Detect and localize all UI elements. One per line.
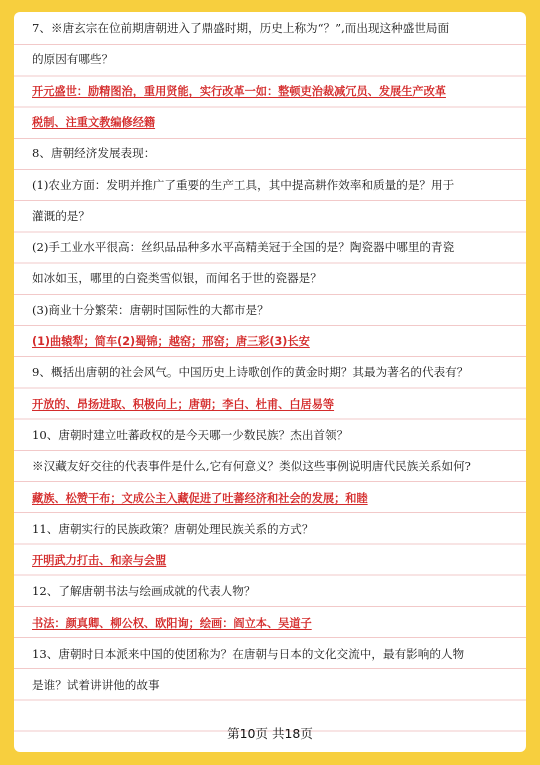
answer-text: (1)曲辕犁；简车(2)蜀锦；越窑；邢窑；唐三彩(3)长安	[32, 335, 310, 348]
answer-line	[32, 389, 514, 420]
answer-line	[32, 326, 514, 357]
answer-line	[32, 483, 514, 514]
answer-line	[32, 608, 514, 639]
answer-text: 税制、注重文教编修经籍	[32, 115, 156, 129]
answer-text: 藏族、松赞干布；文成公主入藏促进了吐蕃经济和社会的发展；和睦	[32, 491, 368, 505]
question-line: 13、唐朝时日本派来中国的使团称为？在唐朝与日本的文化交流中，最有影响的人物	[32, 647, 465, 661]
answer-text: 开放的、昂扬进取、积极向上；唐朝；李白、杜甫、白居易等	[32, 397, 335, 411]
answer-line	[32, 545, 514, 576]
answer-text: 书法：颜真卿、柳公权、欧阳询；绘画：阎立本、吴道子	[32, 616, 312, 630]
question-line: 是谁？试着讲讲他的故事	[32, 678, 160, 693]
page-number: 第10页 共18页	[227, 726, 313, 741]
question-line: ※汉藏友好交往的代表事件是什么,它有何意义？类似这些事例说明唐代民族关系如何?	[32, 459, 471, 474]
answer-text: 开元盛世：励精图治，重用贤能，实行改革一如：整顿吏治裁减冗员、发展生产改革	[32, 84, 446, 98]
question-line: (2)手工业水平很高：丝织品品种多水平高精美冠于全国的是？陶瓷器中哪里的青瓷	[32, 240, 455, 255]
question-line: (3)商业十分繁荣：唐朝时国际性的大都市是？	[32, 302, 269, 317]
answer-text: 开明武力打击、和亲与会盟	[32, 554, 167, 568]
question-line: (1)农业方面：发明并推广了重要的生产工具，其中提高耕作效率和质量的是？用于	[32, 177, 455, 192]
question-line: 7、※唐玄宗在位前期唐朝进入了鼎盛时期，历史上称为“？”,而出现这种盛世局面	[32, 21, 450, 35]
question-line: 如冰如玉，哪里的白瓷类雪似银，而闻名于世的瓷器是？	[32, 271, 322, 286]
question-line: 11、唐朝实行的民族政策？唐朝处理民族关系的方式？	[32, 521, 314, 536]
question-line: 灌溉的是？	[32, 208, 90, 223]
answer-line	[32, 76, 514, 107]
question-line: 8、唐朝经济发展表现：	[32, 146, 156, 161]
notebook-page	[14, 12, 526, 752]
answer-line	[32, 107, 514, 138]
question-line: 12、了解唐朝书法与绘画成就的代表人物？	[32, 584, 256, 599]
question-line: 9、概括出唐朝的社会风气。中国历史上诗歌创作的黄金时期？其最为著名的代表有？	[32, 365, 469, 380]
question-line: 的原因有哪些？	[32, 52, 114, 67]
question-line: 10、唐朝时建立吐蕃政权的是今天哪一少数民族？杰出首领？	[32, 427, 349, 442]
